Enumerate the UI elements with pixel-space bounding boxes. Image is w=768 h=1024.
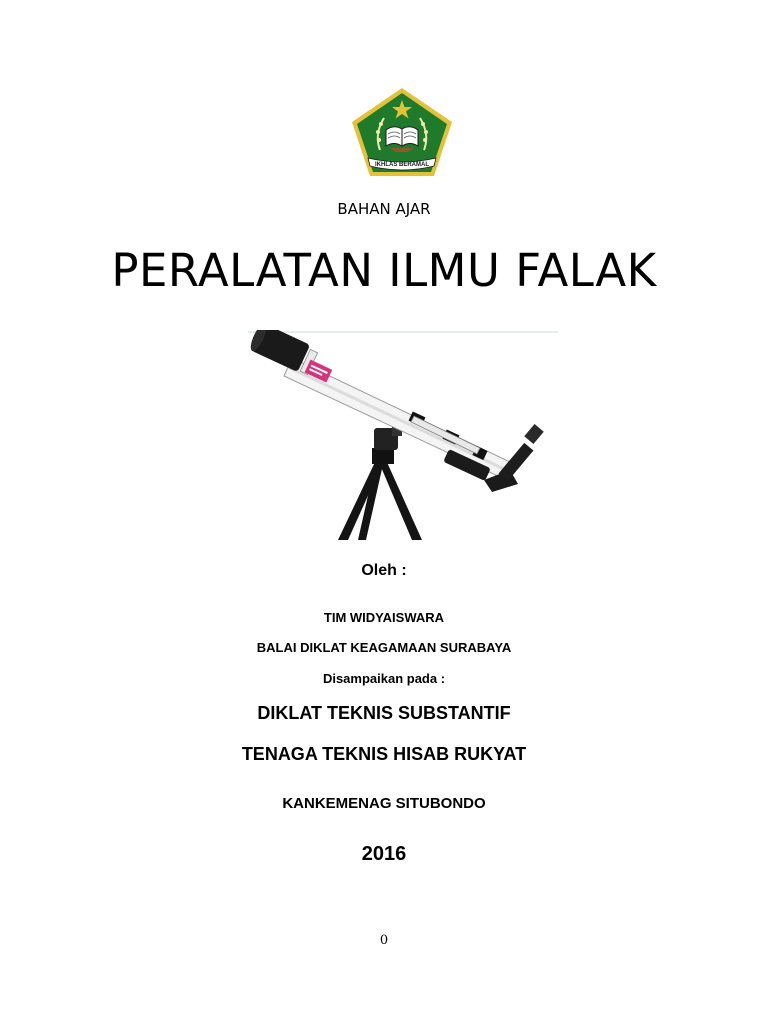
- telescope-on-tripod-icon: [248, 330, 558, 540]
- document-type: BAHAN AJAR: [337, 200, 431, 218]
- document-year: 2016: [361, 843, 407, 865]
- kemenag-emblem-icon: [350, 86, 454, 178]
- course-name-line2: TENAGA TEKNIS HISAB RUKYAT: [241, 744, 527, 764]
- svg-text:IKHLAS BERAMAL: IKHLAS BERAMAL: [375, 162, 429, 168]
- document-title: PERALATAN ILMU FALAK: [111, 244, 657, 297]
- author-label: Oleh :: [361, 562, 407, 579]
- office-name: KANKEMENAG SITUBONDO: [282, 795, 486, 812]
- course-name-line1: DIKLAT TEKNIS SUBSTANTIF: [257, 703, 511, 723]
- institution-name: BALAI DIKLAT KEAGAMAAN SURABAYA: [256, 640, 512, 655]
- author-team: TIM WIDYAISWARA: [323, 610, 445, 625]
- page-number: 0: [379, 933, 389, 948]
- presented-at-label: Disampaikan pada :: [322, 671, 446, 686]
